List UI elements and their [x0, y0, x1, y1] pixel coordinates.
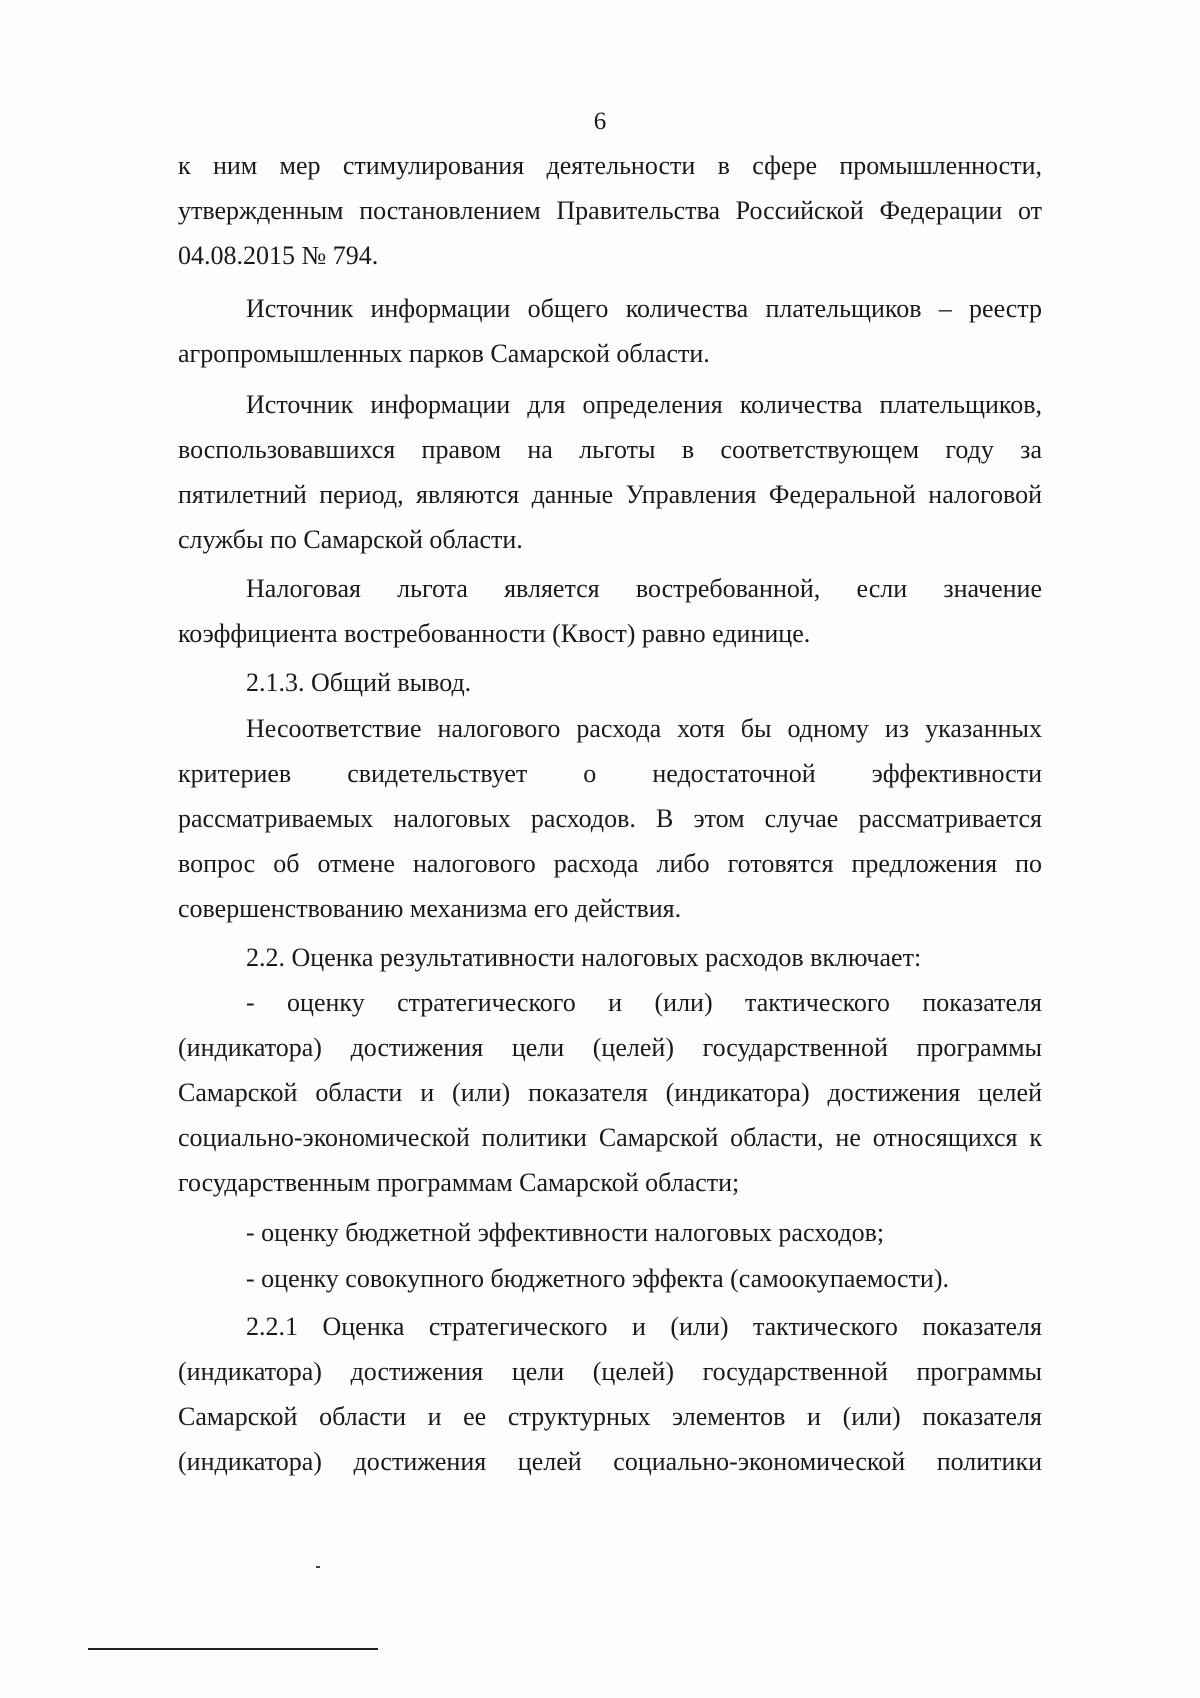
text-line: 2.2.1 Оценка стратегического и (или) тактического показателя [246, 1312, 1042, 1341]
text-line: (индикатора) достижения цели (целей) государственной программы [178, 1357, 1042, 1386]
text-line: - оценку стратегического и (или) тактического показателя [246, 988, 1042, 1017]
list-item [178, 1256, 1042, 1301]
text-line: (индикатора) достижения цели (целей) государственной программы [178, 1033, 1042, 1062]
text-line: государственным программам Самарской области; [178, 1168, 740, 1197]
list-item [178, 980, 1042, 1205]
text-line: 2.1.3. Общий вывод. [246, 668, 472, 697]
text-line: Источник информации общего количества плательщиков – реестр [246, 294, 1042, 323]
text-line: критериев свидетельствует о недостаточной эффективности [178, 759, 1042, 788]
paragraph [178, 706, 1042, 931]
text-line: воспользовавшихся правом на льготы в соответствующем году за [178, 435, 1042, 464]
text-line: 2.2. Оценка результативности налоговых расходов включает: [246, 943, 922, 972]
scan-speck [316, 1566, 320, 1568]
section-heading [178, 935, 1042, 980]
text-line: 04.08.2015 № 794. [178, 241, 379, 270]
text-line: Налоговая льгота является востребованной, если значение [246, 574, 1042, 603]
page-number: 6 [593, 108, 607, 135]
text-line: вопрос об отмене налогового расхода либо готовятся предложения по [178, 849, 1042, 878]
section-heading [178, 660, 1042, 705]
text-line: - оценку совокупного бюджетного эффекта (самоокупаемости). [246, 1264, 949, 1293]
text-line: коэффициента востребованности (Квост) равно единице. [178, 619, 811, 648]
paragraph [178, 1304, 1042, 1484]
paragraph [178, 382, 1042, 562]
text-line: рассматриваемых налоговых расходов. В этом случае рассматривается [178, 804, 1042, 833]
text-line: к ним мер стимулирования деятельности в сфере промышленности, [178, 151, 1042, 180]
paragraph [178, 143, 1042, 278]
text-line: Источник информации для определения количества плательщиков, [246, 390, 1042, 419]
list-item [178, 1210, 1042, 1255]
text-line: социально-экономической политики Самарской области, не относящихся к [178, 1123, 1042, 1152]
text-line: агропромышленных парков Самарской области. [178, 339, 710, 368]
text-line: службы по Самарской области. [178, 525, 523, 554]
text-line: Самарской области и (или) показателя (индикатора) достижения целей [178, 1078, 1042, 1107]
text-line: совершенствованию механизма его действия. [178, 894, 682, 923]
text-line: утвержденным постановлением Правительства Российской Федерации от [178, 196, 1042, 225]
text-line: пятилетний период, являются данные Управления Федеральной налоговой [178, 480, 1042, 509]
text-line: Самарской области и ее структурных элементов и (или) показателя [178, 1402, 1042, 1431]
footnote-rule [88, 1648, 378, 1650]
text-line: (индикатора) достижения целей социально-экономической политики [178, 1447, 1042, 1476]
text-line: - оценку бюджетной эффективности налоговых расходов; [246, 1218, 885, 1247]
paragraph [178, 286, 1042, 376]
paragraph [178, 566, 1042, 656]
text-line: Несоответствие налогового расхода хотя бы одному из указанных [246, 714, 1042, 743]
